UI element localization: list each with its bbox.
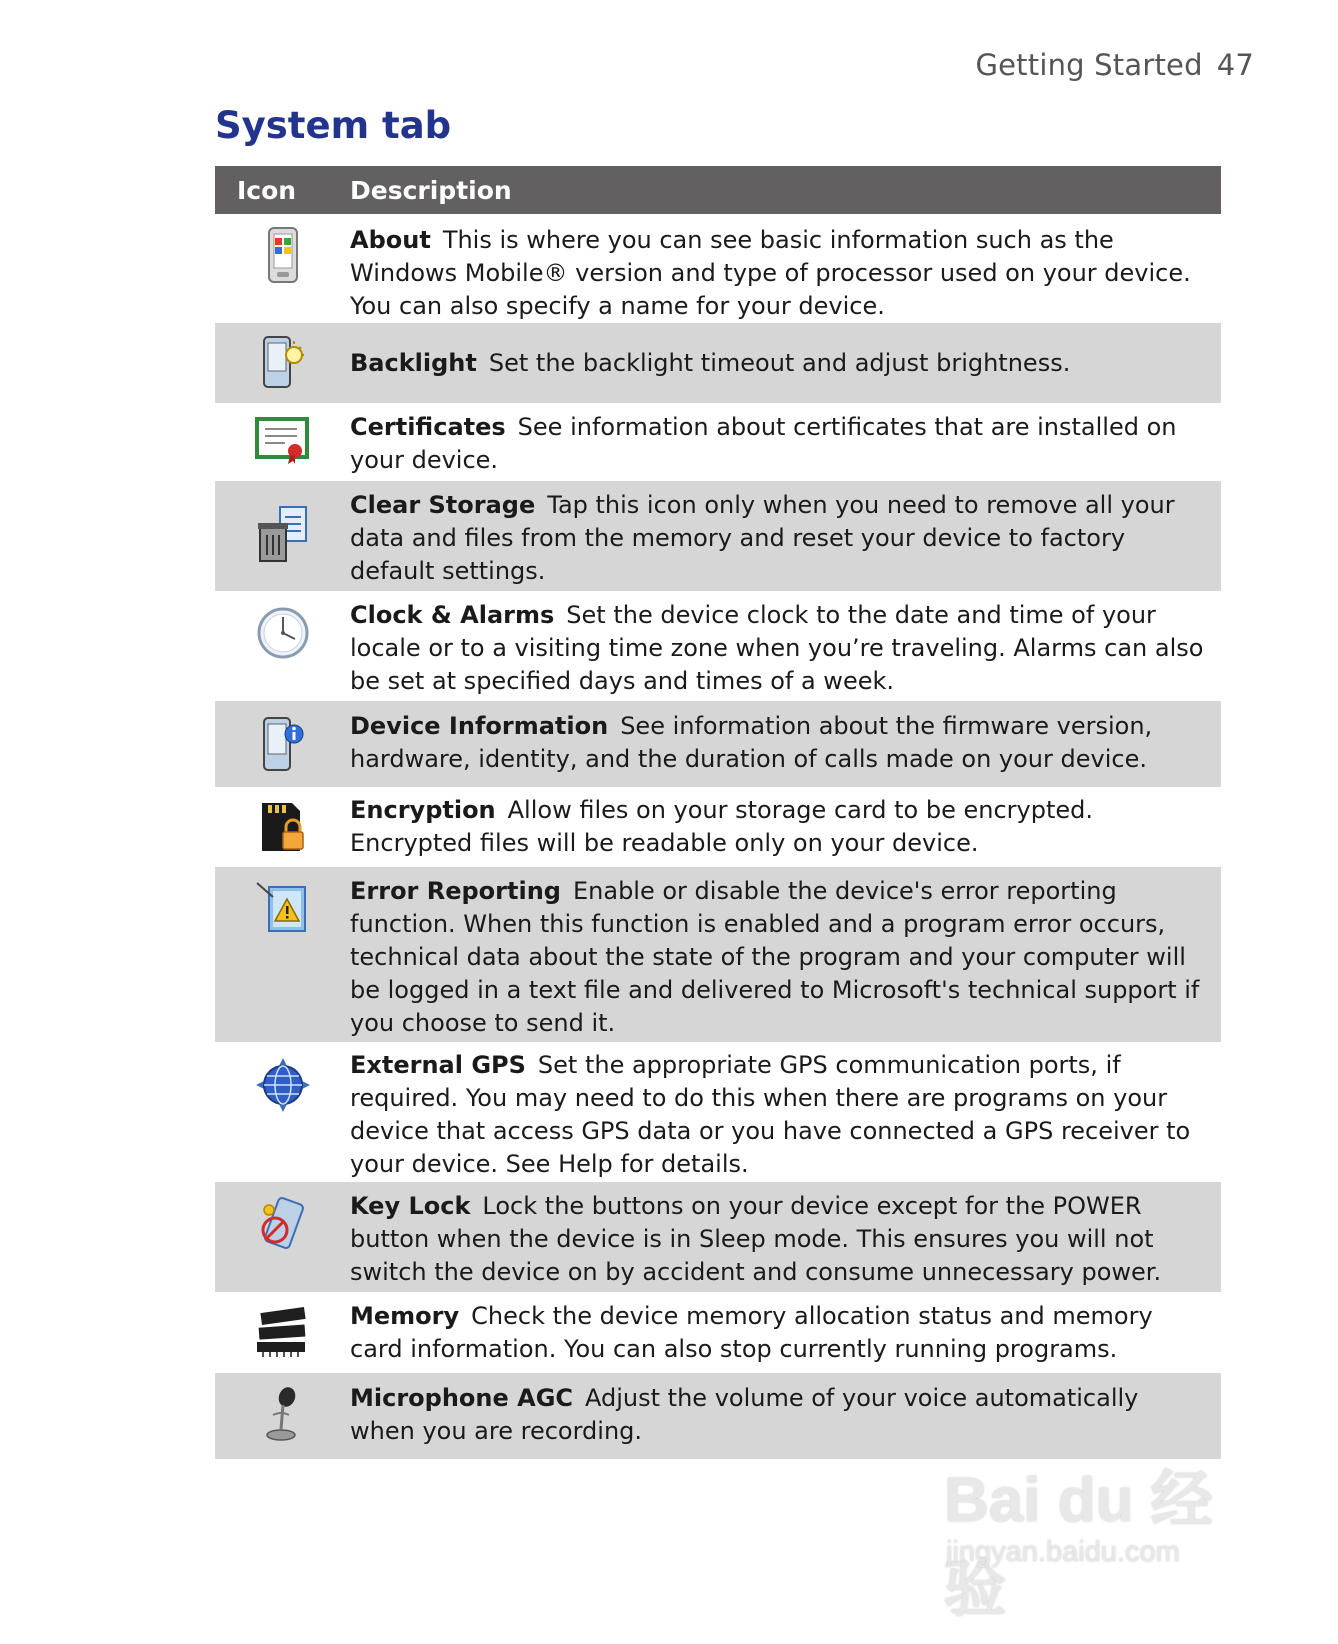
table-row [215, 323, 1221, 403]
clock-icon [255, 605, 311, 661]
key-lock-icon [255, 1196, 311, 1252]
setting-name: Certificates [350, 413, 506, 441]
backlight-icon [258, 333, 308, 391]
setting-name: External GPS [350, 1051, 526, 1079]
about-icon [263, 226, 303, 286]
setting-description: This is where you can see basic information such as the Windows Mobile® version and type of processor used on your device. You can also specify a name for your device. [350, 226, 1191, 320]
table-row [215, 867, 1221, 1042]
setting-description: Enable or disable the device's error reporting function. When this function is enabled and a program error occurs, technical data about the state of the program and your computer will be logged in a text file and delivered to Microsoft's technical support if you choose to send it. [350, 877, 1200, 1037]
watermark-brand: Bai du 经验 [944, 1466, 1213, 1624]
setting-description: See information about the firmware version, hardware, identity, and the duration of calls made on your device. [350, 712, 1153, 773]
description-cell [350, 323, 1221, 403]
system-tab-table [215, 166, 1221, 1459]
table-row [215, 591, 1221, 701]
page-number: 47 [1216, 48, 1254, 82]
setting-name: Device Information [350, 712, 609, 740]
column-header-description: Description [350, 166, 1221, 214]
table-row [215, 1182, 1221, 1292]
section-title: System tab [215, 104, 452, 147]
icon-cell [215, 591, 350, 701]
table-row [215, 1292, 1221, 1373]
setting-name: Encryption [350, 796, 496, 824]
table-row [215, 403, 1221, 481]
icon-cell [215, 323, 350, 403]
icon-cell [215, 1292, 350, 1373]
icon-cell [215, 214, 350, 323]
setting-description: Set the device clock to the date and time of your locale or to a visiting time zone when you’re traveling. Alarms can also be set at specified days and times of a week. [350, 601, 1204, 695]
description-cell [350, 1182, 1221, 1292]
table-row [215, 701, 1221, 787]
setting-description: Lock the buttons on your device except for the POWER button when the device is in Sleep mode. This ensures you will not switch the device on by accident and consume unnecessary power. [350, 1192, 1162, 1286]
clear-storage-icon [256, 505, 310, 565]
memory-chip-icon [253, 1304, 313, 1358]
setting-name: Memory [350, 1302, 460, 1330]
gps-globe-icon [254, 1056, 312, 1114]
device-information-icon [258, 714, 308, 774]
icon-cell [215, 701, 350, 787]
icon-cell [215, 403, 350, 481]
setting-description: See information about certificates that are installed on your device. [350, 413, 1177, 474]
watermark-url: jingyan.baidu.com [946, 1536, 1180, 1568]
description-cell [350, 403, 1221, 481]
setting-name: Error Reporting [350, 877, 561, 905]
description-cell [350, 1042, 1221, 1182]
setting-name: Key Lock [350, 1192, 471, 1220]
description-cell [350, 787, 1221, 867]
icon-cell [215, 1373, 350, 1459]
setting-description: Tap this icon only when you need to remove all your data and files from the memory and reset your device to factory default settings. [350, 491, 1175, 585]
section-name: Getting Started [975, 48, 1203, 82]
icon-cell [215, 867, 350, 1042]
table-row [215, 1042, 1221, 1182]
setting-name: Clear Storage [350, 491, 536, 519]
microphone-icon [261, 1385, 305, 1445]
setting-description: Set the appropriate GPS communication ports, if required. You may need to do this when there are programs on your device that access GPS data or you have connected a GPS receiver to your device. See Help for details. [350, 1051, 1191, 1178]
setting-name: Microphone AGC [350, 1384, 574, 1412]
table-row [215, 214, 1221, 323]
table-row [215, 1373, 1221, 1459]
table-row [215, 481, 1221, 591]
icon-cell [215, 1042, 350, 1182]
setting-name: Backlight [350, 348, 477, 377]
setting-name: Clock & Alarms [350, 601, 555, 629]
certificates-icon [255, 415, 311, 465]
table-header-row [215, 166, 1221, 214]
error-reporting-icon [255, 881, 311, 937]
description-cell [350, 214, 1221, 323]
icon-cell [215, 1182, 350, 1292]
description-cell [350, 867, 1221, 1042]
setting-description: Set the backlight timeout and adjust brightness. [488, 348, 1071, 377]
description-cell [350, 701, 1221, 787]
setting-description: Allow files on your storage card to be encrypted. Encrypted files will be readable only on your device. [350, 796, 1094, 857]
setting-description: Check the device memory allocation status and memory card information. You can also stop currently running programs. [350, 1302, 1153, 1363]
description-cell [350, 1373, 1221, 1459]
watermark [940, 1450, 1270, 1624]
icon-cell [215, 787, 350, 867]
description-cell [350, 591, 1221, 701]
running-header [975, 48, 1254, 82]
icon-cell [215, 481, 350, 591]
setting-description: Adjust the volume of your voice automatically when you are recording. [350, 1384, 1139, 1445]
column-header-icon: Icon [215, 166, 350, 214]
description-cell [350, 1292, 1221, 1373]
table-row [215, 787, 1221, 867]
encryption-icon [258, 799, 308, 855]
setting-name: About [350, 226, 431, 254]
description-cell [350, 481, 1221, 591]
